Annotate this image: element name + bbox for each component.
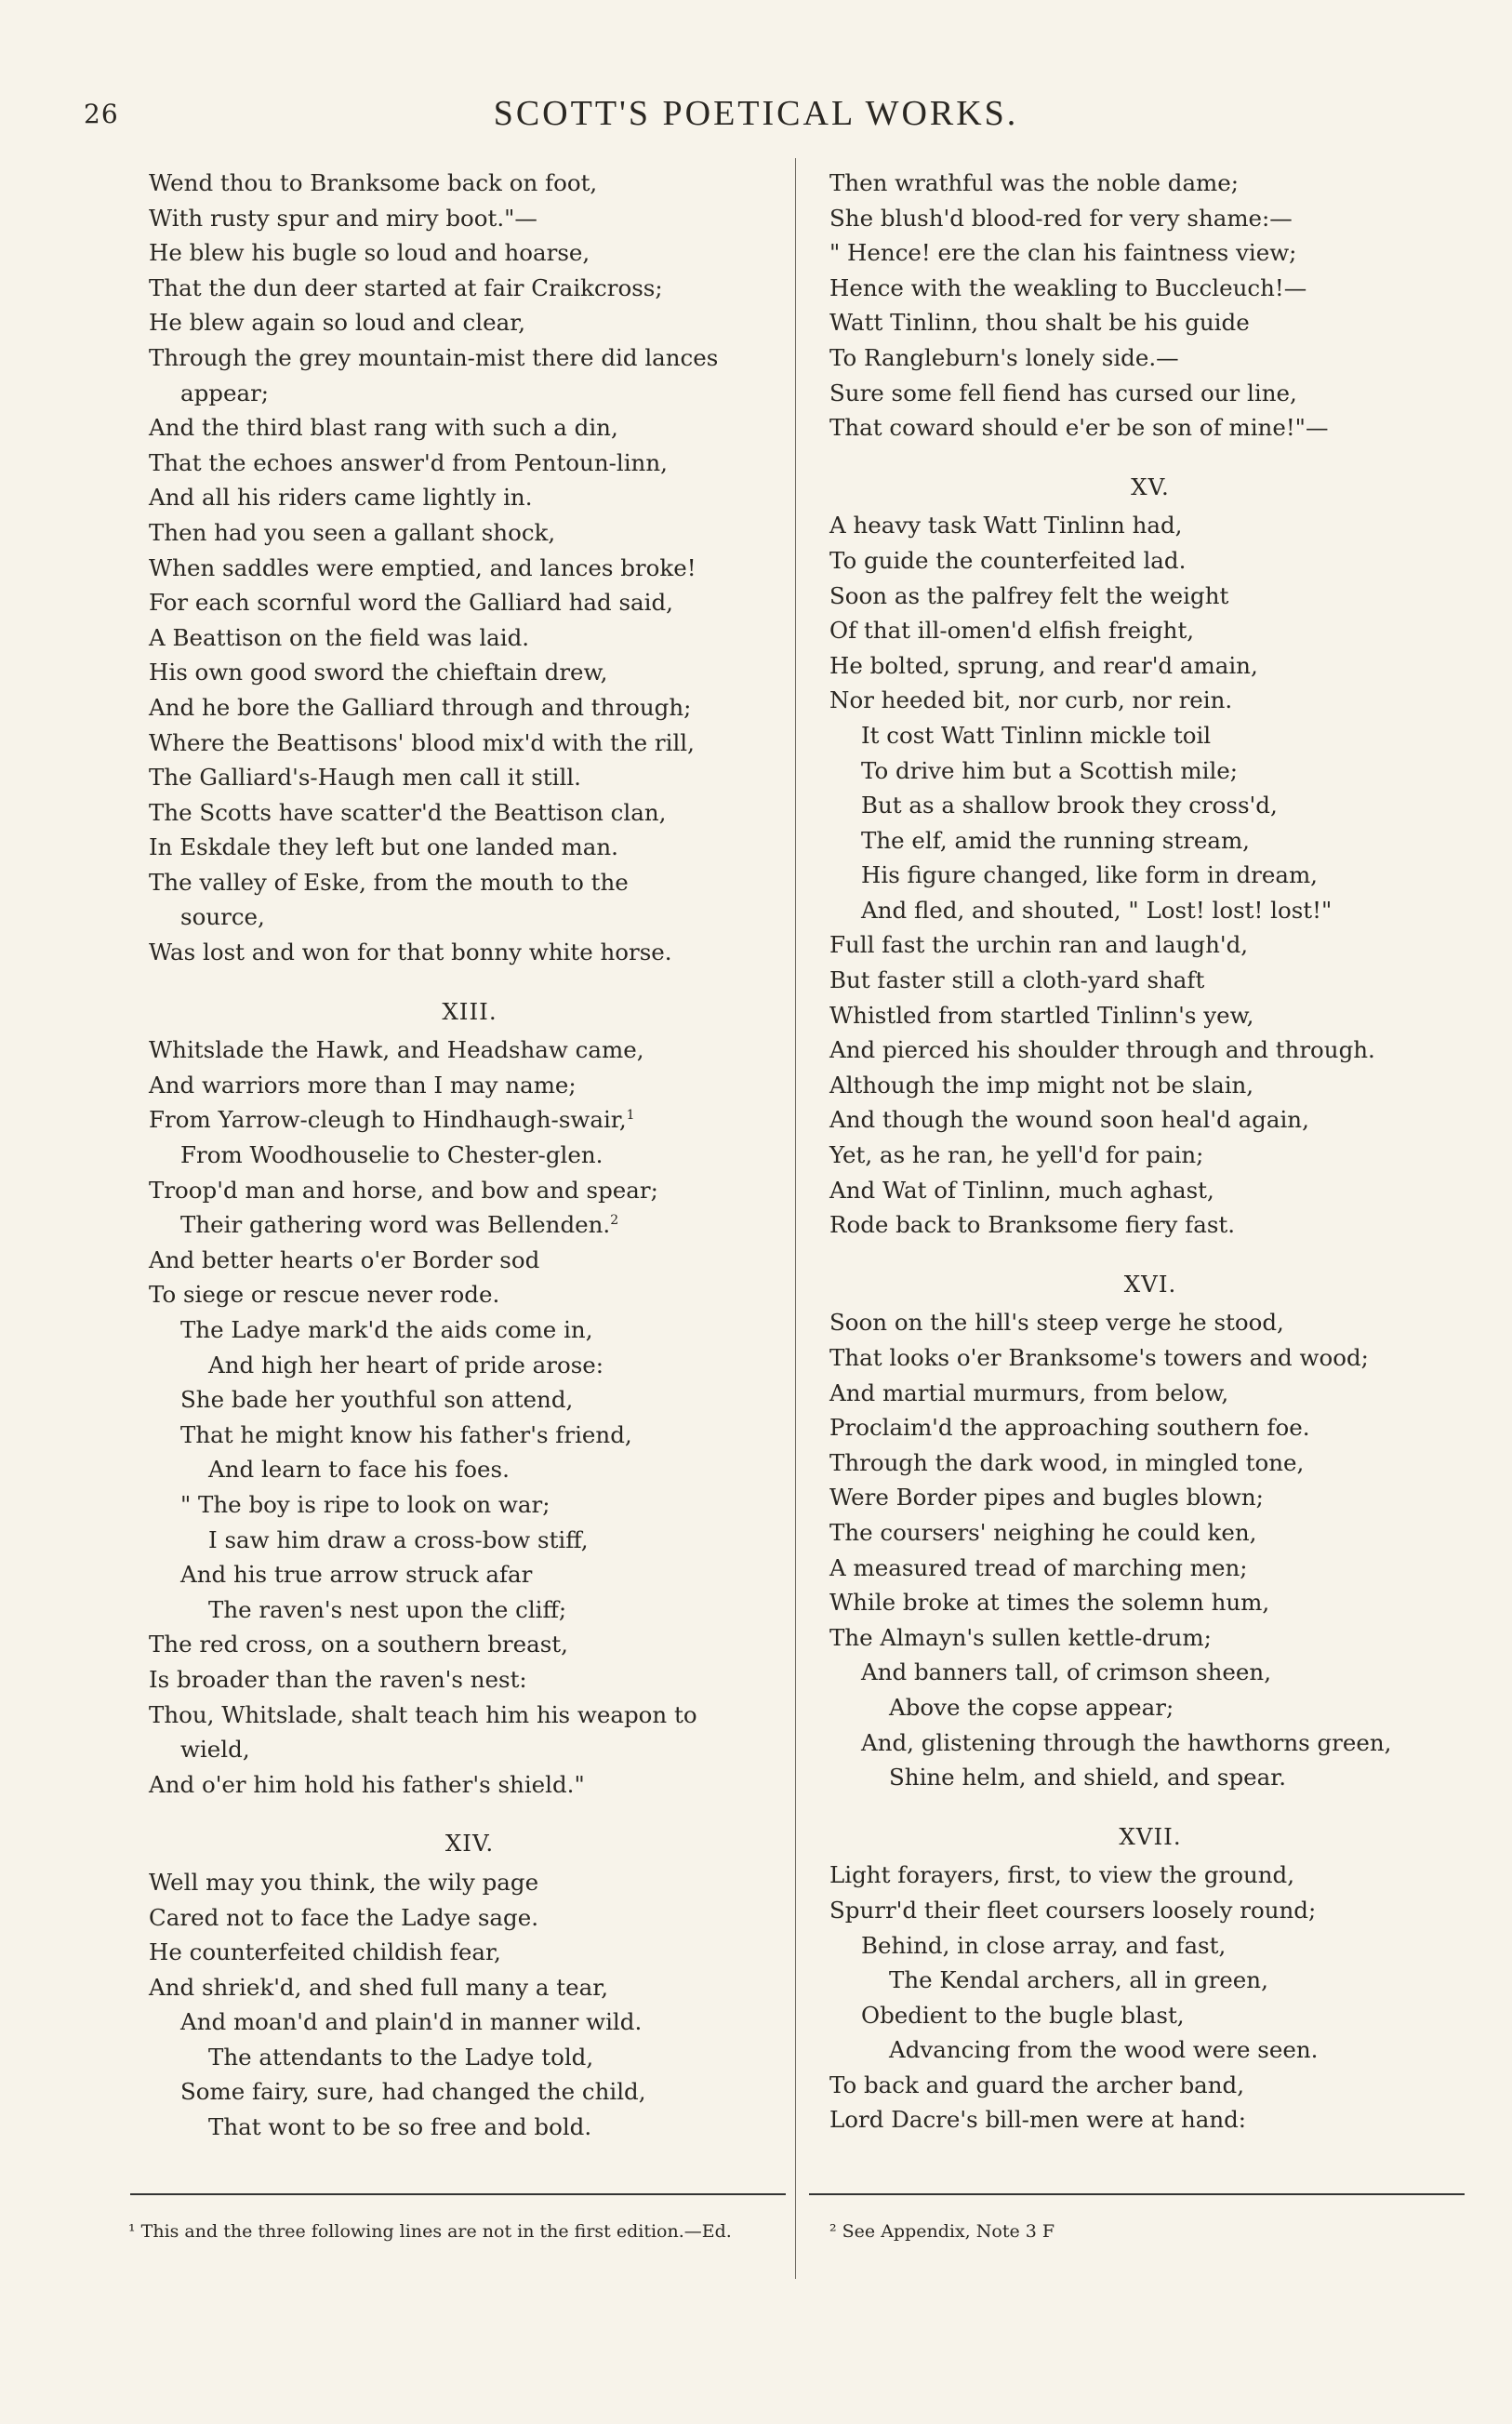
poem-line: And moan'd and plain'd in manner wild. [180, 2008, 643, 2036]
poem-line: With rusty spur and miry boot."— [149, 204, 537, 232]
poem-line: Wend thou to Branksome back on foot, [149, 169, 598, 196]
poem-line: When saddles were emptied, and lances broke! [149, 553, 696, 581]
poem-line: Behind, in close array, and fast, [861, 1931, 1227, 1959]
poem-line: Soon on the hill's steep verge he stood, [829, 1309, 1284, 1337]
poem-line: And learn to face his foes. [208, 1456, 510, 1484]
poem-line: His figure changed, like form in dream, [861, 861, 1318, 889]
poem-line: The Galliard's-Haugh men call it still. [149, 764, 581, 792]
poem-line: His own good sword the chieftain drew, [149, 659, 608, 686]
poem-line: Well may you think, the wily page [149, 1868, 539, 1896]
poem-line: Thou, Whitslade, shalt teach him his weapon to [149, 1700, 697, 1728]
poem-line: And the third blast rang with such a din, [149, 414, 618, 442]
stanza-heading-xvi: XVI. [1123, 1270, 1177, 1298]
poem-line: Troop'd man and horse, and bow and spear; [149, 1176, 658, 1204]
poem-line: Nor heeded bit, nor curb, nor rein. [829, 686, 1233, 714]
poem-line: That the echoes answer'd from Pentoun-linn, [149, 448, 668, 476]
column-rule [795, 158, 796, 2279]
poem-line: The Kendal archers, all in green, [889, 1966, 1268, 1994]
poem-line: And he bore the Galliard through and through; [149, 693, 692, 721]
poem-line: And Wat of Tinlinn, much aghast, [829, 1176, 1214, 1204]
poem-line: Their gathering word was Bellenden.$^2$ [180, 1211, 619, 1239]
poem-line: And o'er him hold his father's shield." [149, 1770, 585, 1798]
poem-line: And martial murmurs, from below, [829, 1378, 1229, 1406]
footnote-right: ² See Appendix, Note 3 F [829, 2221, 1055, 2242]
poem-line: Yet, as he ran, he yell'd for pain; [829, 1141, 1204, 1169]
stanza-gap [829, 1795, 1471, 1816]
poem-line: Cared not to face the Ladye sage. [149, 1903, 539, 1931]
poem-line: From Yarrow-cleugh to Hindhaugh-swair,$^1$ [149, 1106, 635, 1134]
poem-line: The Almayn's sullen kettle-drum; [829, 1623, 1212, 1651]
poem-line: And better hearts o'er Border sod [149, 1245, 540, 1273]
stanza-heading-xiii: XIII. [442, 997, 497, 1025]
poem-line: Were Border pipes and bugles blown; [829, 1484, 1264, 1512]
poem-line: But as a shallow brook they cross'd, [861, 792, 1278, 819]
poem-line: Some fairy, sure, had changed the child, [180, 2078, 646, 2106]
poem-line: To drive him but a Scottish mile; [861, 756, 1239, 784]
poem-line: And shriek'd, and shed full many a tear, [149, 1973, 609, 2001]
poem-line: Spurr'd their fleet coursers loosely round; [829, 1896, 1317, 1924]
stanza-heading-xv: XV. [1131, 473, 1170, 500]
poem-line: Whistled from startled Tinlinn's yew, [829, 1001, 1254, 1029]
poem-line: To back and guard the archer band, [829, 2071, 1245, 2098]
poem-line: Hence with the weakling to Buccleuch!— [829, 273, 1307, 301]
poem-line: Then wrathful was the noble dame; [829, 169, 1240, 196]
poem-line: Through the grey mountain-mist there did lances [149, 343, 719, 371]
poem-line: That he might know his father's friend, [180, 1420, 632, 1448]
poem-line: wield, [180, 1736, 250, 1764]
poem-line: While broke at times the solemn hum, [829, 1589, 1270, 1617]
footnote-rule-left [130, 2193, 786, 2195]
poem-line: A heavy task Watt Tinlinn had, [829, 512, 1183, 539]
poem-line: He blew again so loud and clear, [149, 309, 526, 337]
poem-line: source, [180, 903, 265, 931]
poem-line: And high her heart of pride arose: [208, 1351, 604, 1378]
poem-line: And warriors more than I may name; [149, 1071, 577, 1099]
poem-line: And pierced his shoulder through and through. [829, 1036, 1375, 1064]
poem-line: I saw him draw a cross-bow stiff, [208, 1525, 589, 1553]
footnote-mark: 1 [626, 1108, 635, 1124]
footnote-mark: 2 [610, 1213, 619, 1229]
page-number: 26 [84, 99, 119, 129]
poem-line: Proclaim'd the approaching southern foe. [829, 1414, 1310, 1442]
poem-line: He counterfeited childish fear, [149, 1938, 501, 1966]
poem-line: Rode back to Branksome fiery fast. [829, 1211, 1236, 1239]
poem-line: She bade her youthful son attend, [180, 1386, 574, 1414]
poem-line: Watt Tinlinn, thou shalt be his guide [829, 309, 1250, 337]
poem-line: And, glistening through the hawthorns green, [861, 1728, 1392, 1756]
poem-line: And his true arrow struck afar [180, 1561, 533, 1589]
poem-line: The Scotts have scatter'd the Beattison clan, [149, 798, 667, 826]
poem-line: Full fast the urchin ran and laugh'd, [829, 931, 1249, 959]
poem-line: Was lost and won for that bonny white horse. [149, 939, 672, 966]
running-head: SCOTT'S POETICAL WORKS. [493, 94, 1019, 133]
footnote-left: ¹ This and the three following lines are not in the first edition.—Ed. [128, 2221, 732, 2242]
footnote-rule-right [809, 2193, 1465, 2195]
stanza-gap [829, 1243, 1471, 1263]
poem-line: Soon as the palfrey felt the weight [829, 581, 1229, 609]
poem-line: It cost Watt Tinlinn mickle toil [861, 721, 1212, 749]
poem-line: Shine helm, and shield, and spear. [889, 1764, 1287, 1791]
poem-line: But faster still a cloth-yard shaft [829, 966, 1205, 994]
poem-line: From Woodhouselie to Chester-glen. [180, 1141, 603, 1169]
stanza-gap [149, 970, 790, 991]
poem-line: The attendants to the Ladye told, [208, 2043, 594, 2071]
poem-line: Then had you seen a gallant shock, [149, 518, 556, 546]
poem-line: The elf, amid the running stream, [861, 826, 1250, 854]
poem-line: To Rangleburn's lonely side.— [829, 343, 1179, 371]
left-column [149, 166, 790, 2145]
poem-line: Obedient to the bugle blast, [861, 2001, 1185, 2029]
poem-line: Is broader than the raven's nest: [149, 1665, 527, 1693]
poem-line: Whitslade the Hawk, and Headshaw came, [149, 1036, 644, 1064]
stanza-heading-xiv: XIV. [444, 1830, 495, 1858]
poem-line: Sure some fell fiend has cursed our line, [829, 379, 1297, 406]
poem-line: Where the Beattisons' blood mix'd with the rill, [149, 728, 695, 756]
poem-line: And fled, and shouted, " Lost! lost! lost!" [861, 896, 1333, 924]
poem-line: The raven's nest upon the cliff; [208, 1595, 567, 1623]
poem-line: To guide the counterfeited lad. [829, 546, 1187, 574]
stanza-gap [149, 1802, 790, 1822]
poem-line: That the dun deer started at fair Craikcross; [149, 273, 663, 301]
poem-line: Advancing from the wood were seen. [889, 2036, 1319, 2064]
poem-line: And all his riders came lightly in. [149, 484, 533, 512]
poem-line: That coward should e'er be son of mine!"— [829, 414, 1329, 442]
poem-line: He blew his bugle so loud and hoarse, [149, 239, 590, 267]
poem-line: That wont to be so free and bold. [208, 2113, 592, 2141]
poem-line: He bolted, sprung, and rear'd amain, [829, 651, 1258, 679]
poem-line: For each scornful word the Galliard had said, [149, 589, 673, 617]
poem-line: A measured tread of marching men; [829, 1553, 1248, 1581]
poem-line: A Beattison on the field was laid. [149, 623, 530, 651]
poem-line: And though the wound soon heal'd again, [829, 1106, 1309, 1134]
stanza-gap [829, 446, 1471, 466]
poem-line: " Hence! ere the clan his faintness view; [829, 239, 1297, 267]
poem-line: That looks o'er Branksome's towers and wood; [829, 1344, 1369, 1371]
poem-line: The red cross, on a southern breast, [149, 1631, 568, 1658]
poem-line: Although the imp might not be slain, [829, 1071, 1254, 1099]
poem-line: Light forayers, first, to view the ground, [829, 1861, 1294, 1889]
poem-line: The coursers' neighing he could ken, [829, 1518, 1257, 1546]
poem-line: The Ladye mark'd the aids come in, [180, 1316, 593, 1343]
poem-line: Lord Dacre's bill-men were at hand: [829, 2106, 1247, 2134]
poem-line: Through the dark wood, in mingled tone, [829, 1448, 1305, 1476]
poem-line: Above the copse appear; [889, 1693, 1174, 1721]
poem-line: appear; [180, 379, 270, 406]
poem-line: " The boy is ripe to look on war; [180, 1490, 550, 1518]
poem-line: She blush'd blood-red for very shame:— [829, 204, 1293, 232]
poem-line: To siege or rescue never rode. [149, 1281, 500, 1309]
poem-line: Of that ill-omen'd elfish freight, [829, 617, 1195, 645]
right-column [829, 166, 1471, 2138]
poem-line: And banners tall, of crimson sheen, [861, 1658, 1271, 1686]
stanza-heading-xvii: XVII. [1119, 1822, 1182, 1850]
poem-line: The valley of Eske, from the mouth to the [149, 868, 629, 896]
poem-line: In Eskdale they left but one landed man. [149, 833, 618, 861]
